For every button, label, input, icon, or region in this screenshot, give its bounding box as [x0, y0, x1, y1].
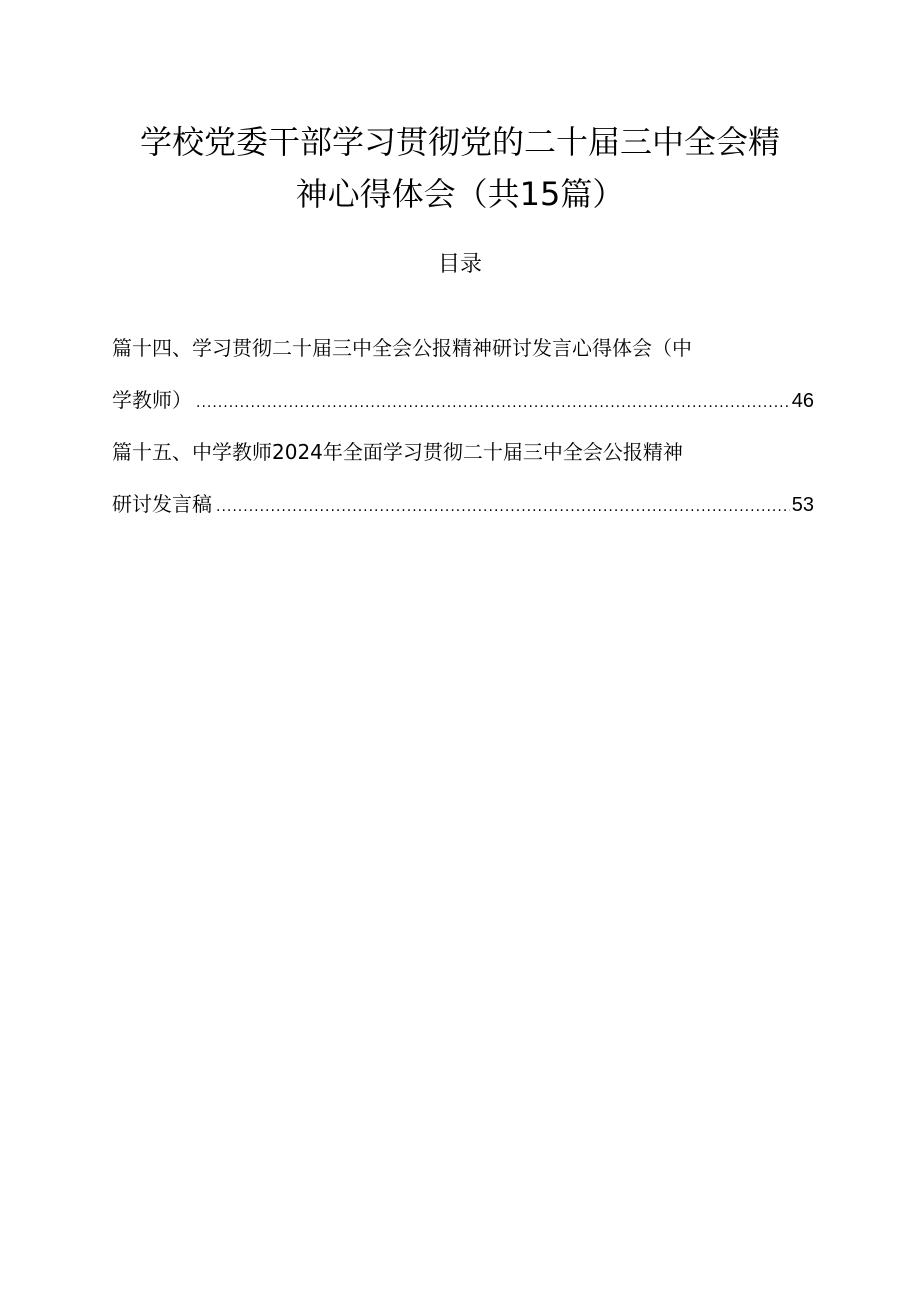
toc-entry-line [112, 378, 814, 430]
document-title-line-2: 神心得体会（共15篇） [295, 175, 625, 213]
toc-entry-title[interactable]: 篇十五、中学教师2024年全面学习贯彻二十届三中全会公报精神 [112, 440, 683, 464]
document-title [100, 116, 820, 220]
toc-heading: 目录 [437, 252, 482, 277]
toc-page-number[interactable]: 53 [791, 494, 814, 516]
toc-entry-line [112, 326, 814, 378]
toc-entry-title-continued[interactable]: 学教师） [112, 388, 192, 412]
toc-entry-15[interactable] [112, 430, 814, 534]
toc-page-number[interactable]: 46 [791, 390, 814, 412]
document-title-line-1: 学校党委干部学习贯彻党的二十届三中全会精 [139, 123, 780, 161]
toc-leader-dots [196, 381, 790, 425]
toc-leader-dots [216, 485, 790, 529]
toc-entry-line [112, 430, 814, 482]
toc-entry-line [112, 482, 814, 534]
toc-entry-title[interactable]: 篇十四、学习贯彻二十届三中全会公报精神研讨发言心得体会（中 [112, 336, 692, 360]
toc-entry-14[interactable] [112, 326, 814, 430]
toc-entry-title-continued[interactable]: 研讨发言稿 [112, 492, 212, 516]
table-of-contents [112, 326, 814, 534]
